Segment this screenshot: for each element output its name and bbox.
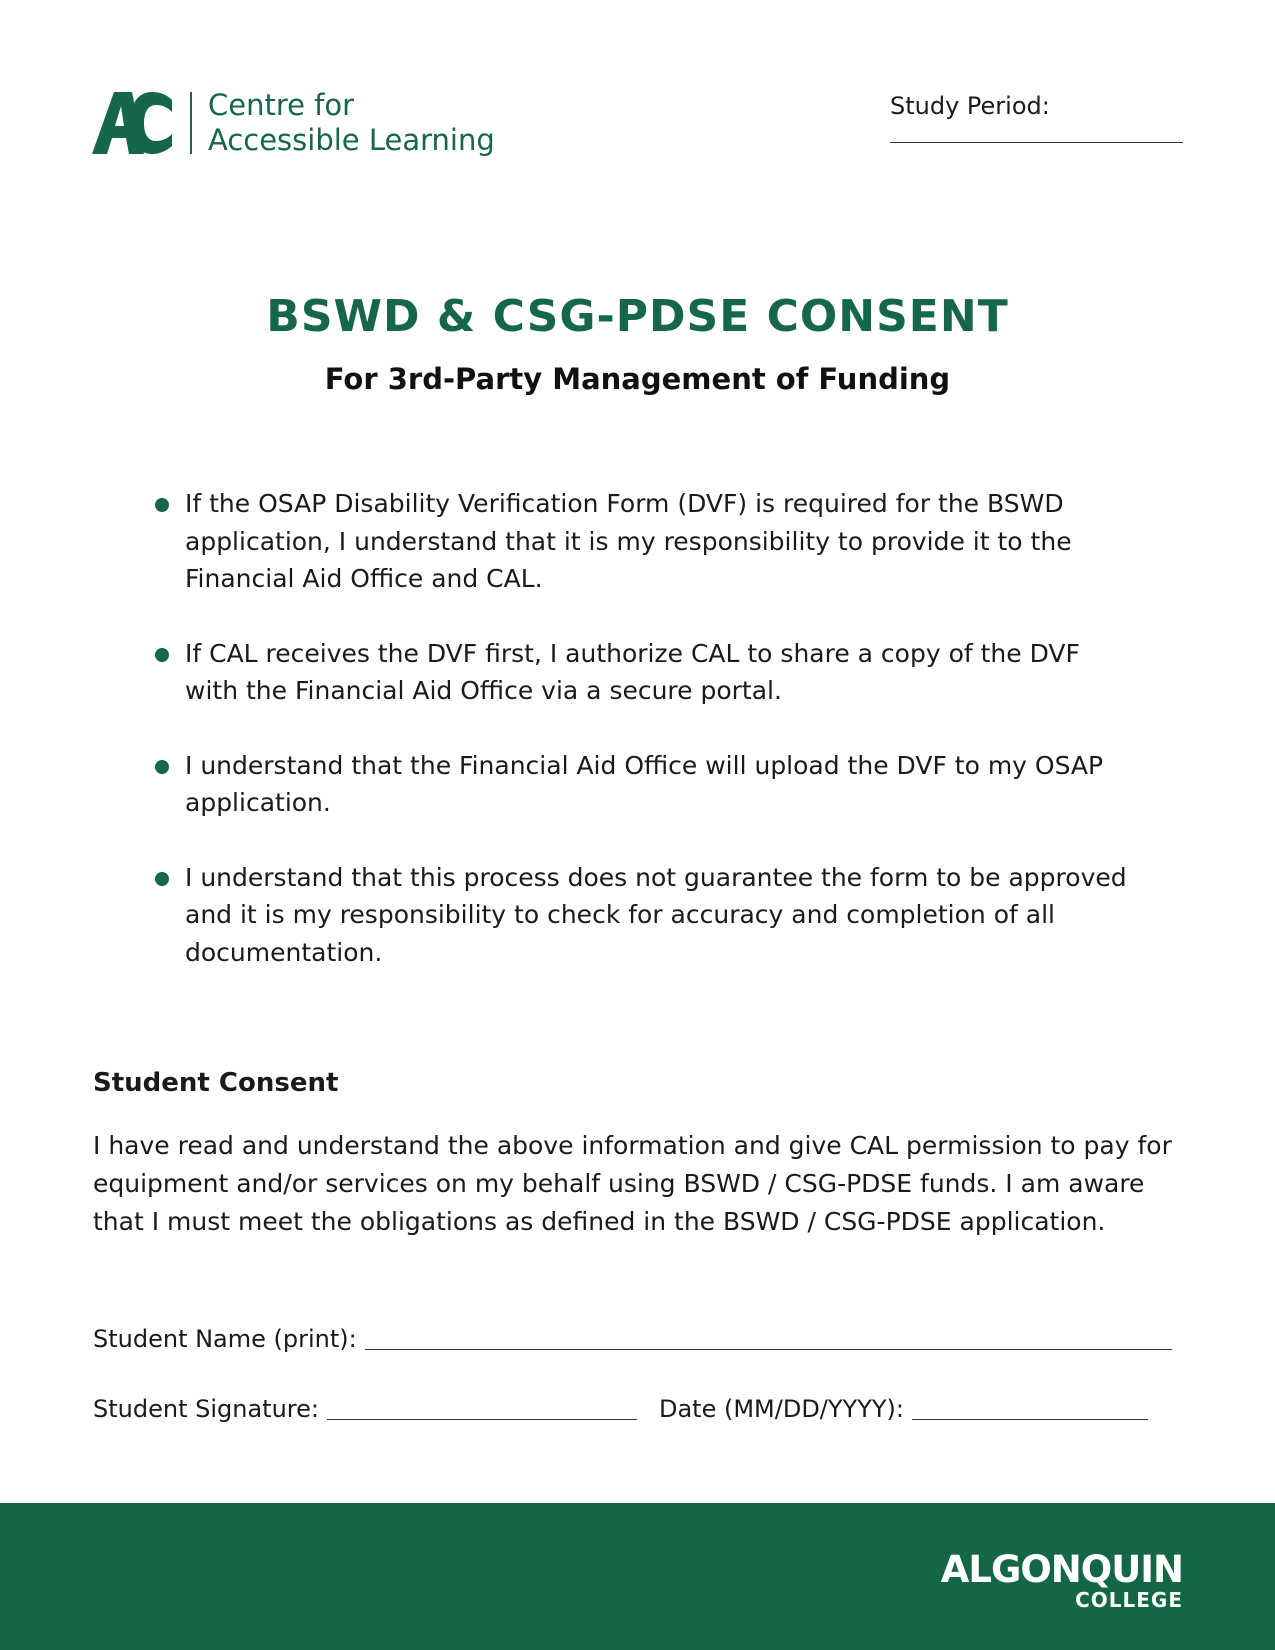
student-signature-label: Student Signature: [93, 1395, 319, 1423]
ac-logo-icon [92, 92, 174, 154]
bullet-icon [155, 760, 169, 774]
college-name: ALGONQUIN [940, 1548, 1183, 1591]
cal-logo [92, 88, 495, 158]
logo-line-1: Centre for [208, 88, 355, 122]
logo-text [208, 88, 495, 158]
student-name-input-line[interactable] [365, 1349, 1172, 1350]
logo-line-2: Accessible Learning [208, 123, 495, 157]
algonquin-college-logo [940, 1548, 1183, 1612]
list-item [153, 635, 1133, 710]
bullet-icon [155, 872, 169, 886]
bullet-icon [155, 498, 169, 512]
page-subtitle: For 3rd-Party Management of Funding [324, 362, 951, 396]
list-item-text: I understand that the Financial Aid Office will upload the DVF to my OSAP application. [185, 750, 1104, 817]
student-signature-input-line[interactable] [327, 1419, 637, 1420]
college-sub: COLLEGE [1075, 1588, 1183, 1612]
date-label: Date (MM/DD/YYYY): [658, 1395, 904, 1423]
list-item [153, 859, 1133, 972]
footer-band [0, 1503, 1275, 1650]
consent-heading: Student Consent [93, 1068, 339, 1098]
study-period-label: Study Period: [890, 92, 1050, 120]
page-title: BSWD & CSG-PDSE CONSENT [266, 291, 1009, 342]
student-name-field [93, 1325, 1172, 1353]
signature-date-row [93, 1395, 1148, 1423]
student-name-label: Student Name (print): [93, 1325, 357, 1353]
consent-body: I have read and understand the above information and give CAL permission to pay for equipment and/or services on my behalf using BSWD / CSG-PDSE funds. I am aware that I must meet the obligations as defined in the BSWD / CSG-PDSE application. [93, 1131, 1172, 1236]
logo-divider [190, 92, 192, 154]
list-item [153, 747, 1133, 822]
bullet-icon [155, 648, 169, 662]
list-item [153, 485, 1133, 598]
terms-list [153, 485, 1133, 1008]
date-input-line[interactable] [912, 1419, 1148, 1420]
study-period-input-line[interactable] [890, 142, 1183, 143]
study-period-field [890, 92, 1183, 143]
list-item-text: If CAL receives the DVF first, I authorize CAL to share a copy of the DVF with the Financial Aid Office via a secure portal. [185, 638, 1080, 705]
list-item-text: I understand that this process does not guarantee the form to be approved and it is my responsibility to check for accuracy and completion of all documentation. [185, 862, 1127, 967]
list-item-text: If the OSAP Disability Verification Form (DVF) is required for the BSWD application, I understand that it is my responsibility to provide it to the Financial Aid Office and CAL. [185, 489, 1072, 593]
